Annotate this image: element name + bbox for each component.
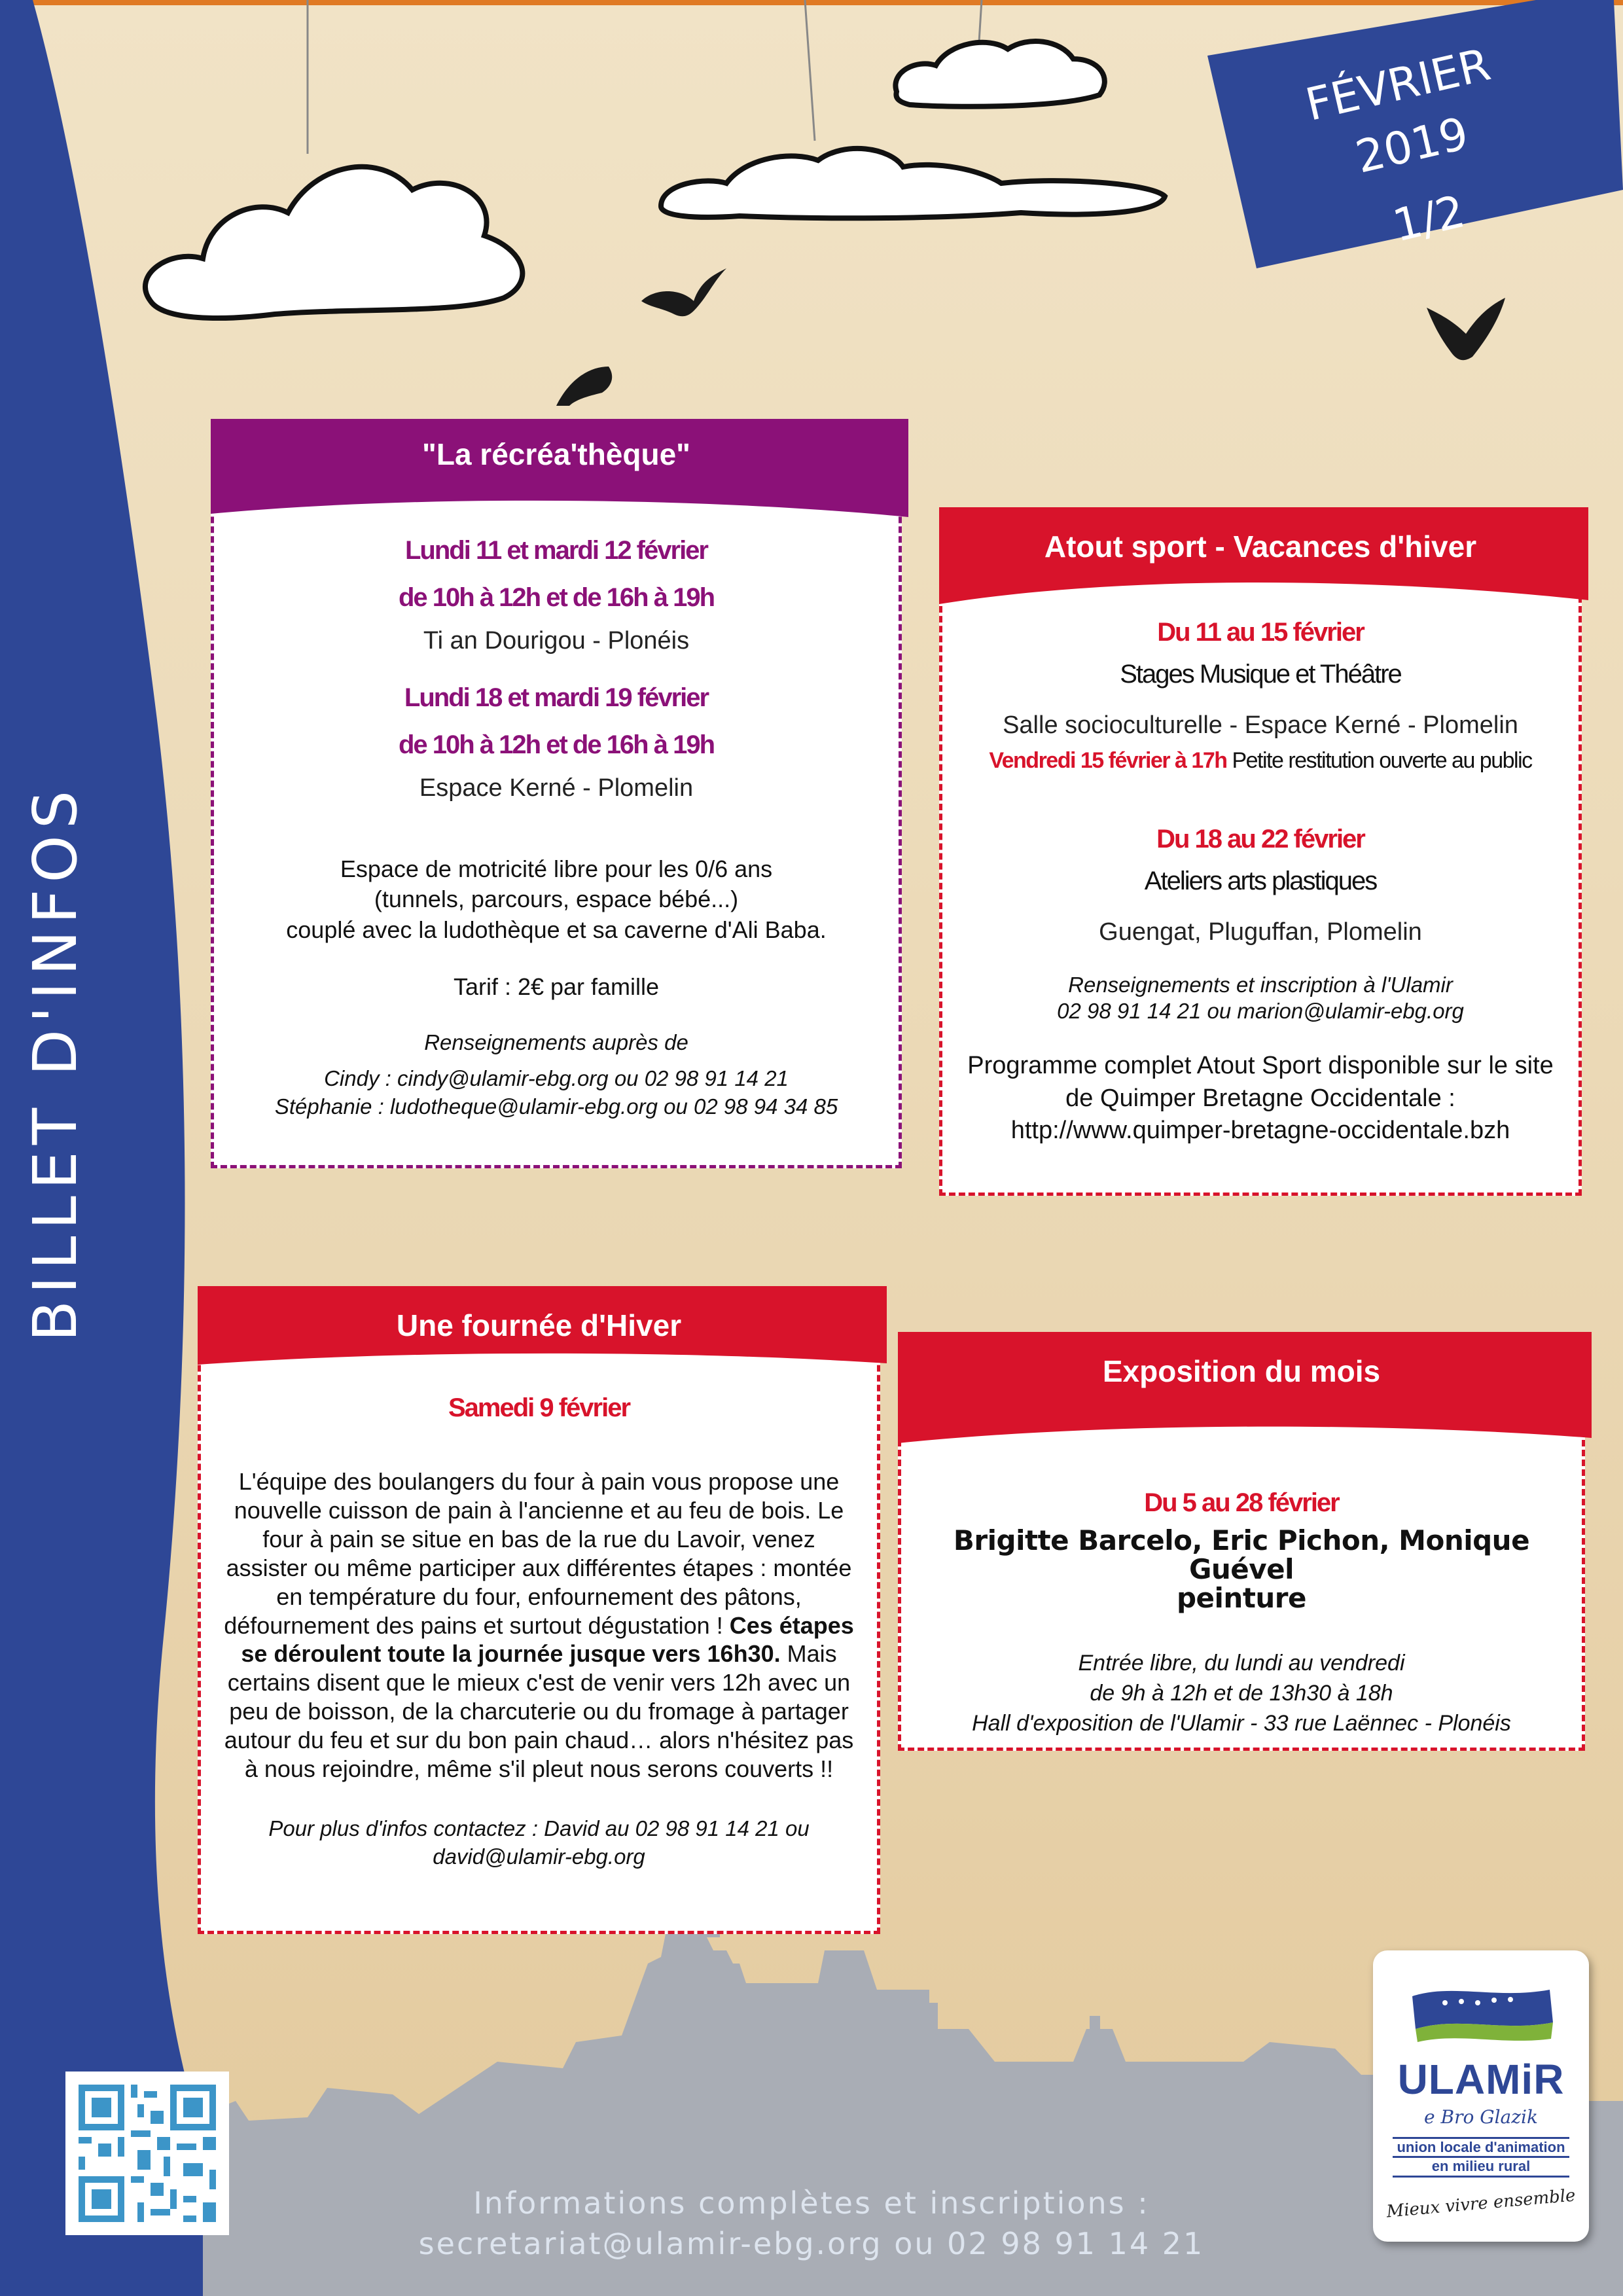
atout-url[interactable]: http://www.quimper-bretagne-occidentale.bzh [1010, 1117, 1510, 1145]
fournee-body-start: L'équipe des boulangers du four à pain vous propose une nouvelle cuisson de pain à l'ancienne et au feu de bois. Le four à pain se situe en bas de la rue du Lavoir, venez assister ou même participer aux différentes étapes : montée en température du four, enfournement des pâtons, défournement des pains et surtout dégustation ! [224, 1468, 852, 1639]
atout-info-2: 02 98 91 14 21 ou marion@ulamir-ebg.org [1057, 998, 1464, 1023]
atout-info-1: Renseignements et inscription à l'Ulamir [1068, 973, 1453, 997]
recreatheque-contact-title: Renseignements auprès de [424, 1030, 688, 1054]
page-number: 1/2 [1388, 186, 1470, 253]
fournee-body-end: Mais certains disent que le mieux c'est de venir vers 12h avec un peu de boisson, de la charcuterie ou du fromage à partager autour du feu et sur du bon pain chaud… alors n'hésitez pas à nous rejoindre, même s'il pleut nous serons couverts !! [224, 1640, 854, 1783]
fournee-title: Une fournée d'Hiver [396, 1308, 682, 1342]
atout-place-1: Salle socioculturelle - Espace Kerné - Plomelin [1003, 711, 1518, 739]
atout-sport-card [939, 507, 1582, 1196]
logo-tag-1: union locale d'animation [1393, 2137, 1569, 2158]
fournee-contact: Pour plus d'infos contactez : David au 02 98 91 14 21 ou david@ulamir-ebg.org [268, 1816, 810, 1869]
recreatheque-desc-1: Espace de motricité libre pour les 0/6 ans [340, 855, 773, 882]
recreatheque-card [211, 419, 902, 1168]
exposition-artists: Brigitte Barcelo, Eric Pichon, Monique Guével [953, 1524, 1530, 1586]
atout-restitution-text: Petite restitution ouverte au public [1232, 747, 1532, 773]
month-label: FÉVRIER 2019 [1301, 39, 1495, 184]
exposition-title: Exposition du mois [1102, 1354, 1381, 1388]
side-title: BILLET D'INFOS [20, 783, 90, 1342]
logo-sub: e Bro Glazik [1424, 2106, 1538, 2128]
logo-name: ULAMiR [1397, 2056, 1565, 2103]
exposition-date: Du 5 au 28 février [1144, 1488, 1339, 1517]
atout-activity-2: Ateliers arts plastiques [1144, 867, 1377, 896]
footer-line-2[interactable]: secretariat@ulamir-ebg.org ou 02 98 91 14 21 [418, 2226, 1205, 2262]
recreatheque-time-2: de 10h à 12h et de 16h à 19h [398, 730, 715, 759]
footer-info [0, 2183, 1623, 2264]
recreatheque-place-1: Ti an Dourigou - Plonéis [423, 627, 690, 655]
exposition-line-3: Hall d'exposition de l'Ulamir - 33 rue Laënnec - Plonéis [972, 1711, 1511, 1736]
atout-activity-1: Stages Musique et Théâtre [1120, 660, 1401, 689]
recreatheque-desc-3: couplé avec la ludothèque et sa caverne d'Ali Baba. [286, 916, 827, 944]
exposition-line-2: de 9h à 12h et de 13h30 à 18h [1090, 1681, 1393, 1706]
exposition-line-1: Entrée libre, du lundi au vendredi [1078, 1651, 1405, 1676]
logo-tag-2: en milieu rural [1393, 2158, 1569, 2177]
atout-programme-1: Programme complet Atout Sport disponible sur le site [967, 1052, 1554, 1080]
atout-programme-2: de Quimper Bretagne Occidentale : [1065, 1084, 1455, 1112]
recreatheque-contact-2: Stéphanie : ludotheque@ulamir-ebg.org ou 02 98 94 34 85 [274, 1094, 838, 1119]
exposition-card [898, 1332, 1585, 1751]
recreatheque-date-2: Lundi 18 et mardi 19 février [404, 683, 709, 712]
recreatheque-contact-1: Cindy : cindy@ulamir-ebg.org ou 02 98 91 14 21 [324, 1066, 789, 1090]
recreatheque-desc-2: (tunnels, parcours, espace bébé...) [374, 886, 739, 913]
logo-slogan: Mieux vivre ensemble [1385, 2185, 1577, 2222]
fournee-date: Samedi 9 février [448, 1393, 630, 1422]
fournee-body-bold: Ces étapes se déroulent toute la journée jusque vers 16h30. [241, 1611, 854, 1668]
atout-place-2: Guengat, Pluguffan, Plomelin [1099, 918, 1422, 946]
atout-restitution-date: Vendredi 15 février à 17h [989, 747, 1227, 773]
recreatheque-tarif: Tarif : 2€ par famille [453, 973, 660, 1000]
atout-sport-title: Atout sport - Vacances d'hiver [1044, 529, 1477, 564]
recreatheque-time-1: de 10h à 12h et de 16h à 19h [398, 583, 715, 612]
recreatheque-title: "La récréa'thèque" [422, 437, 690, 471]
exposition-medium: peinture [1176, 1582, 1307, 1615]
footer-line-1: Informations complètes et inscriptions : [473, 2185, 1150, 2221]
atout-date-2: Du 18 au 22 février [1156, 825, 1364, 854]
fournee-card [198, 1286, 880, 1934]
recreatheque-place-2: Espace Kerné - Plomelin [419, 774, 694, 802]
atout-date-1: Du 11 au 15 février [1157, 618, 1364, 647]
recreatheque-date-1: Lundi 11 et mardi 12 février [405, 536, 707, 565]
